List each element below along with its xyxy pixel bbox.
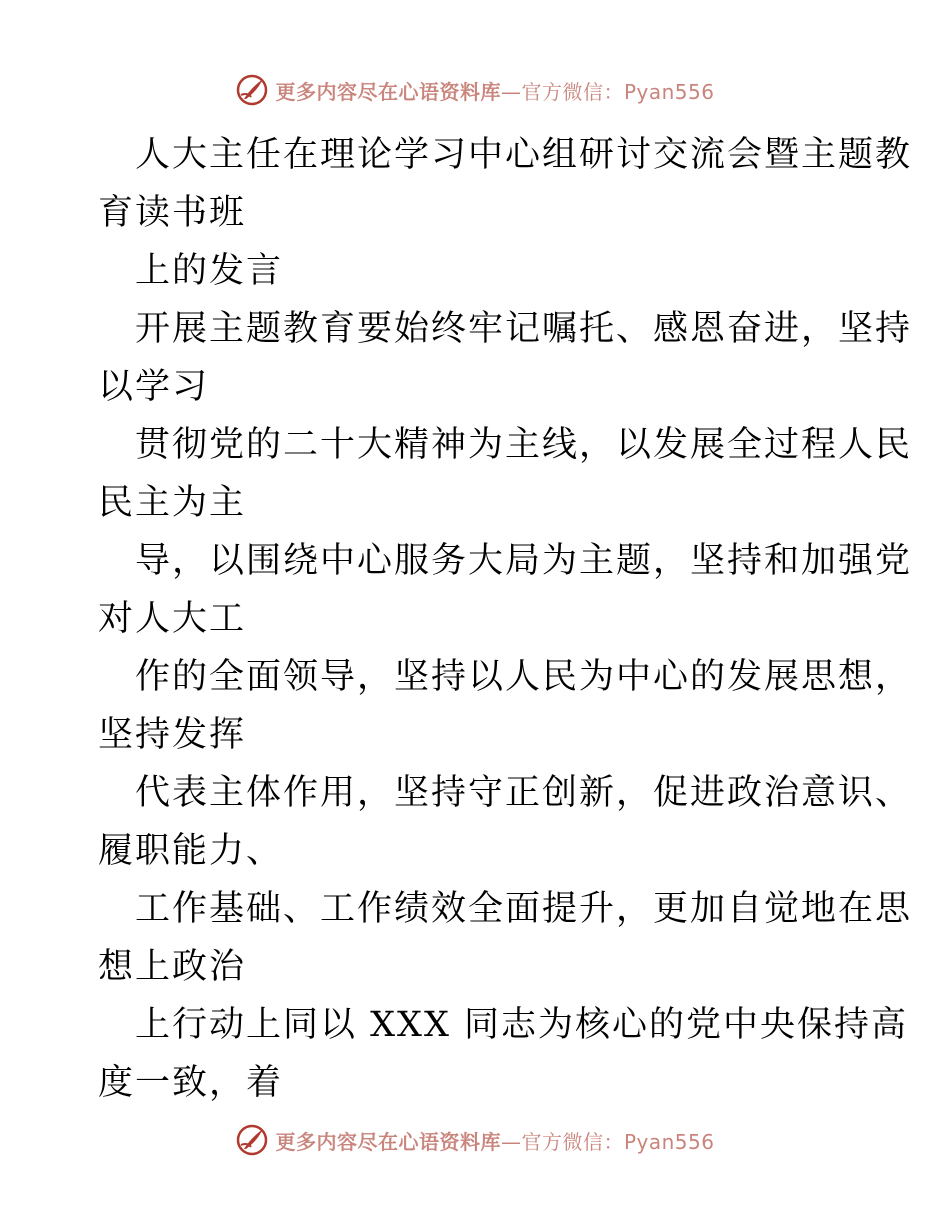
body-line: 坚持发挥 — [98, 715, 247, 755]
feather-pen-logo-icon — [235, 1123, 269, 1157]
banner-separator: — — [500, 79, 522, 104]
body-line: 对人大工 — [98, 599, 247, 639]
body-line: 导，以围绕中心服务大局为主题，坚持和加强党 — [135, 541, 913, 581]
body-line: 民主为主 — [98, 483, 247, 523]
body-line: 开展主题教育要始终牢记嘱托、感恩奋进，坚持 — [135, 309, 913, 349]
body-line: 贯彻党的二十大精神为主线，以发展全过程人民 — [135, 425, 913, 465]
header-banner — [0, 70, 950, 110]
banner-wechat-text: 官方微信：Pyan556 — [521, 79, 715, 104]
body-line: 育读书班 — [98, 193, 247, 233]
body-line: 以学习 — [98, 367, 210, 407]
feather-pen-logo-icon — [235, 73, 269, 107]
header-banner-text — [275, 76, 714, 105]
body-line: 想上政治 — [98, 947, 247, 987]
banner-wechat-text: 官方微信：Pyan556 — [521, 1129, 715, 1154]
body-line: 人大主任在理论学习中心组研讨交流会暨主题教 — [135, 135, 913, 175]
body-line: 度一致，着 — [98, 1063, 284, 1103]
body-line: 上的发言 — [135, 251, 284, 291]
body-line: 工作基础、工作绩效全面提升，更加自觉地在思 — [135, 889, 913, 929]
footer-banner — [0, 1120, 950, 1160]
banner-main-text: 更多内容尽在心语资料库 — [275, 1129, 501, 1154]
banner-separator: — — [500, 1129, 522, 1154]
footer-banner-text — [275, 1126, 714, 1155]
body-line: 上行动上同以 XXX 同志为核心的党中央保持高 — [135, 1005, 909, 1045]
banner-main-text: 更多内容尽在心语资料库 — [275, 79, 501, 104]
document-body — [98, 126, 913, 1112]
body-line: 作的全面领导，坚持以人民为中心的发展思想， — [135, 657, 913, 697]
body-line: 代表主体作用，坚持守正创新，促进政治意识、 — [135, 773, 913, 813]
body-line: 履职能力、 — [98, 831, 284, 871]
